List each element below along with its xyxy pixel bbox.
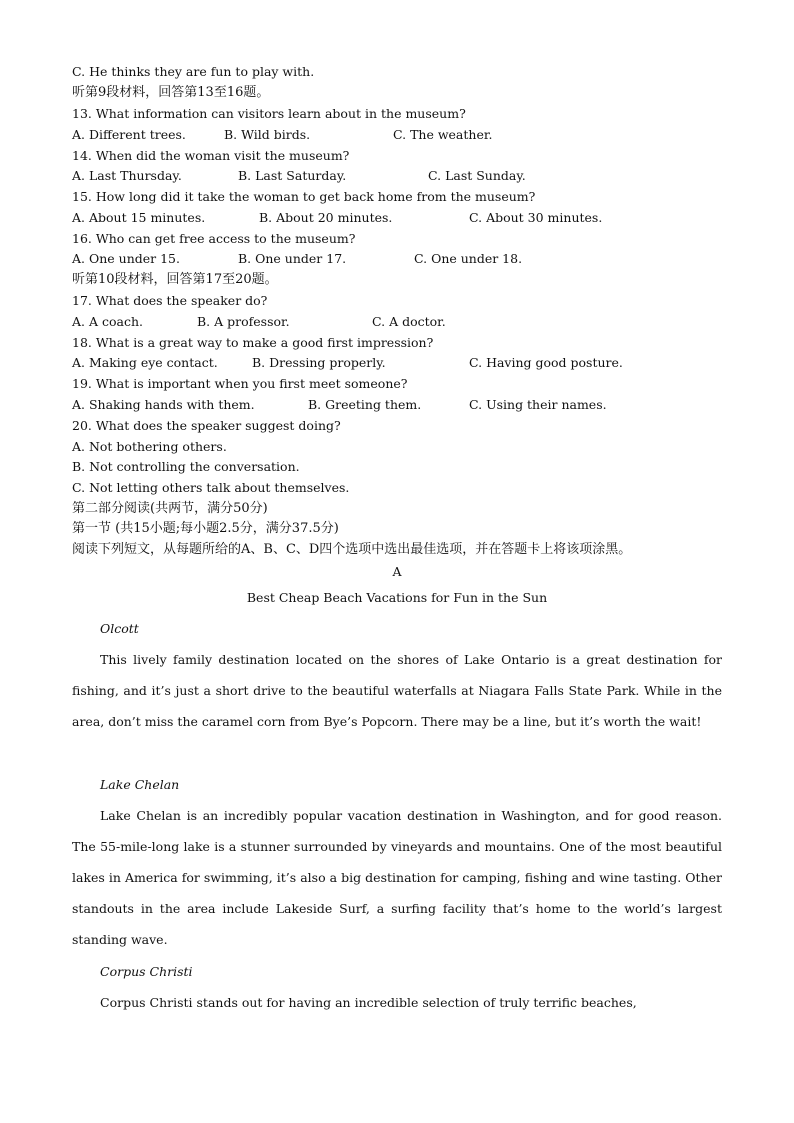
section10-intro: 听第10段材料，回答第17至20题。 <box>72 272 278 287</box>
q13-stem: 13. What information can visitors learn about in the museum? <box>72 106 466 121</box>
q18-stem: 18. What is a great way to make a good first impression? <box>72 335 434 350</box>
q18-option-c: C. Having good posture. <box>469 355 623 370</box>
q19-stem: 19. What is important when you first meet someone? <box>72 376 408 391</box>
q17-option-b: B. A professor. <box>197 314 290 329</box>
paragraph-olcott: This lively family destination located on the shores of Lake Ontario is a great destination for fishing, and it’s just a short drive to the beautiful waterfalls at Niagara Falls State Park. While in the area, don’t miss the caramel corn from Bye’s Popcorn. There may be a line, but it’s worth the wait! <box>72 652 722 729</box>
q15-option-b: B. About 20 minutes. <box>259 210 393 225</box>
section9-intro: 听第9段材料，回答第13至16题。 <box>72 85 270 100</box>
q13-option-c: C. The weather. <box>393 127 493 142</box>
q16-option-b: B. One under 17. <box>238 251 347 266</box>
q19-option-a: A. Shaking hands with them. <box>72 397 255 412</box>
q19-option-c: C. Using their names. <box>469 397 607 412</box>
q18-option-b: B. Dressing properly. <box>252 355 386 370</box>
q17-option-a: A. A coach. <box>72 314 143 329</box>
q20-option-b: B. Not controlling the conversation. <box>72 459 300 474</box>
q14-option-a: A. Last Thursday. <box>72 168 182 183</box>
q20-option-a: A. Not bothering others. <box>72 439 227 454</box>
q14-stem: 14. When did the woman visit the museum? <box>72 148 350 163</box>
section-heading-lake-chelan: Lake Chelan <box>100 777 180 792</box>
q17-stem: 17. What does the speaker do? <box>72 293 268 308</box>
q14-option-b: B. Last Saturday. <box>238 168 347 183</box>
q16-option-a: A. One under 15. <box>72 251 180 266</box>
q17-option-c: C. A doctor. <box>372 314 446 329</box>
q12-option-c: C. He thinks they are fun to play with. <box>72 64 315 79</box>
section-heading-corpus-christi: Corpus Christi <box>100 964 193 979</box>
q14-option-c: C. Last Sunday. <box>428 168 526 183</box>
q15-option-a: A. About 15 minutes. <box>72 210 206 225</box>
q16-option-c: C. One under 18. <box>414 251 523 266</box>
q20-option-c: C. Not letting others talk about themselves. <box>72 480 350 495</box>
q18-option-a: A. Making eye contact. <box>72 355 218 370</box>
reading-part-title: 第二部分阅读(共两节，满分50分) <box>72 501 268 516</box>
q19-option-b: B. Greeting them. <box>308 397 422 412</box>
paragraph-corpus-christi: Corpus Christi stands out for having an incredible selection of truly terrific beaches, <box>100 995 637 1010</box>
reading-instructions: 阅读下列短文，从每题所给的A、B、C、D四个选项中选出最佳选项，并在答题卡上将该项涂黑。 <box>72 542 632 557</box>
reading-section-title: 第一节 (共15小题;每小题2.5分，满分37.5分) <box>72 521 339 536</box>
section-heading-olcott: Olcott <box>100 621 139 636</box>
passage-letter: A <box>392 564 402 579</box>
q16-stem: 16. Who can get free access to the museum? <box>72 231 356 246</box>
q13-option-b: B. Wild birds. <box>224 127 311 142</box>
q15-option-c: C. About 30 minutes. <box>469 210 603 225</box>
passage-title: Best Cheap Beach Vacations for Fun in the Sun <box>246 590 548 605</box>
paragraph-lake-chelan: Lake Chelan is an incredibly popular vacation destination in Washington, and for good reason. The 55-mile-long lake is a stunner surrounded by vineyards and mountains. One of the most beautiful lakes in America for swimming, it’s also a big destination for camping, fishing and wine tasting. Other standouts in the area include Lakeside Surf, a surfing facility that’s home to the world’s largest standing wave. <box>72 808 722 947</box>
q13-option-a: A. Different trees. <box>72 127 186 142</box>
q20-stem: 20. What does the speaker suggest doing? <box>72 418 341 433</box>
q15-stem: 15. How long did it take the woman to get back home from the museum? <box>72 189 536 204</box>
